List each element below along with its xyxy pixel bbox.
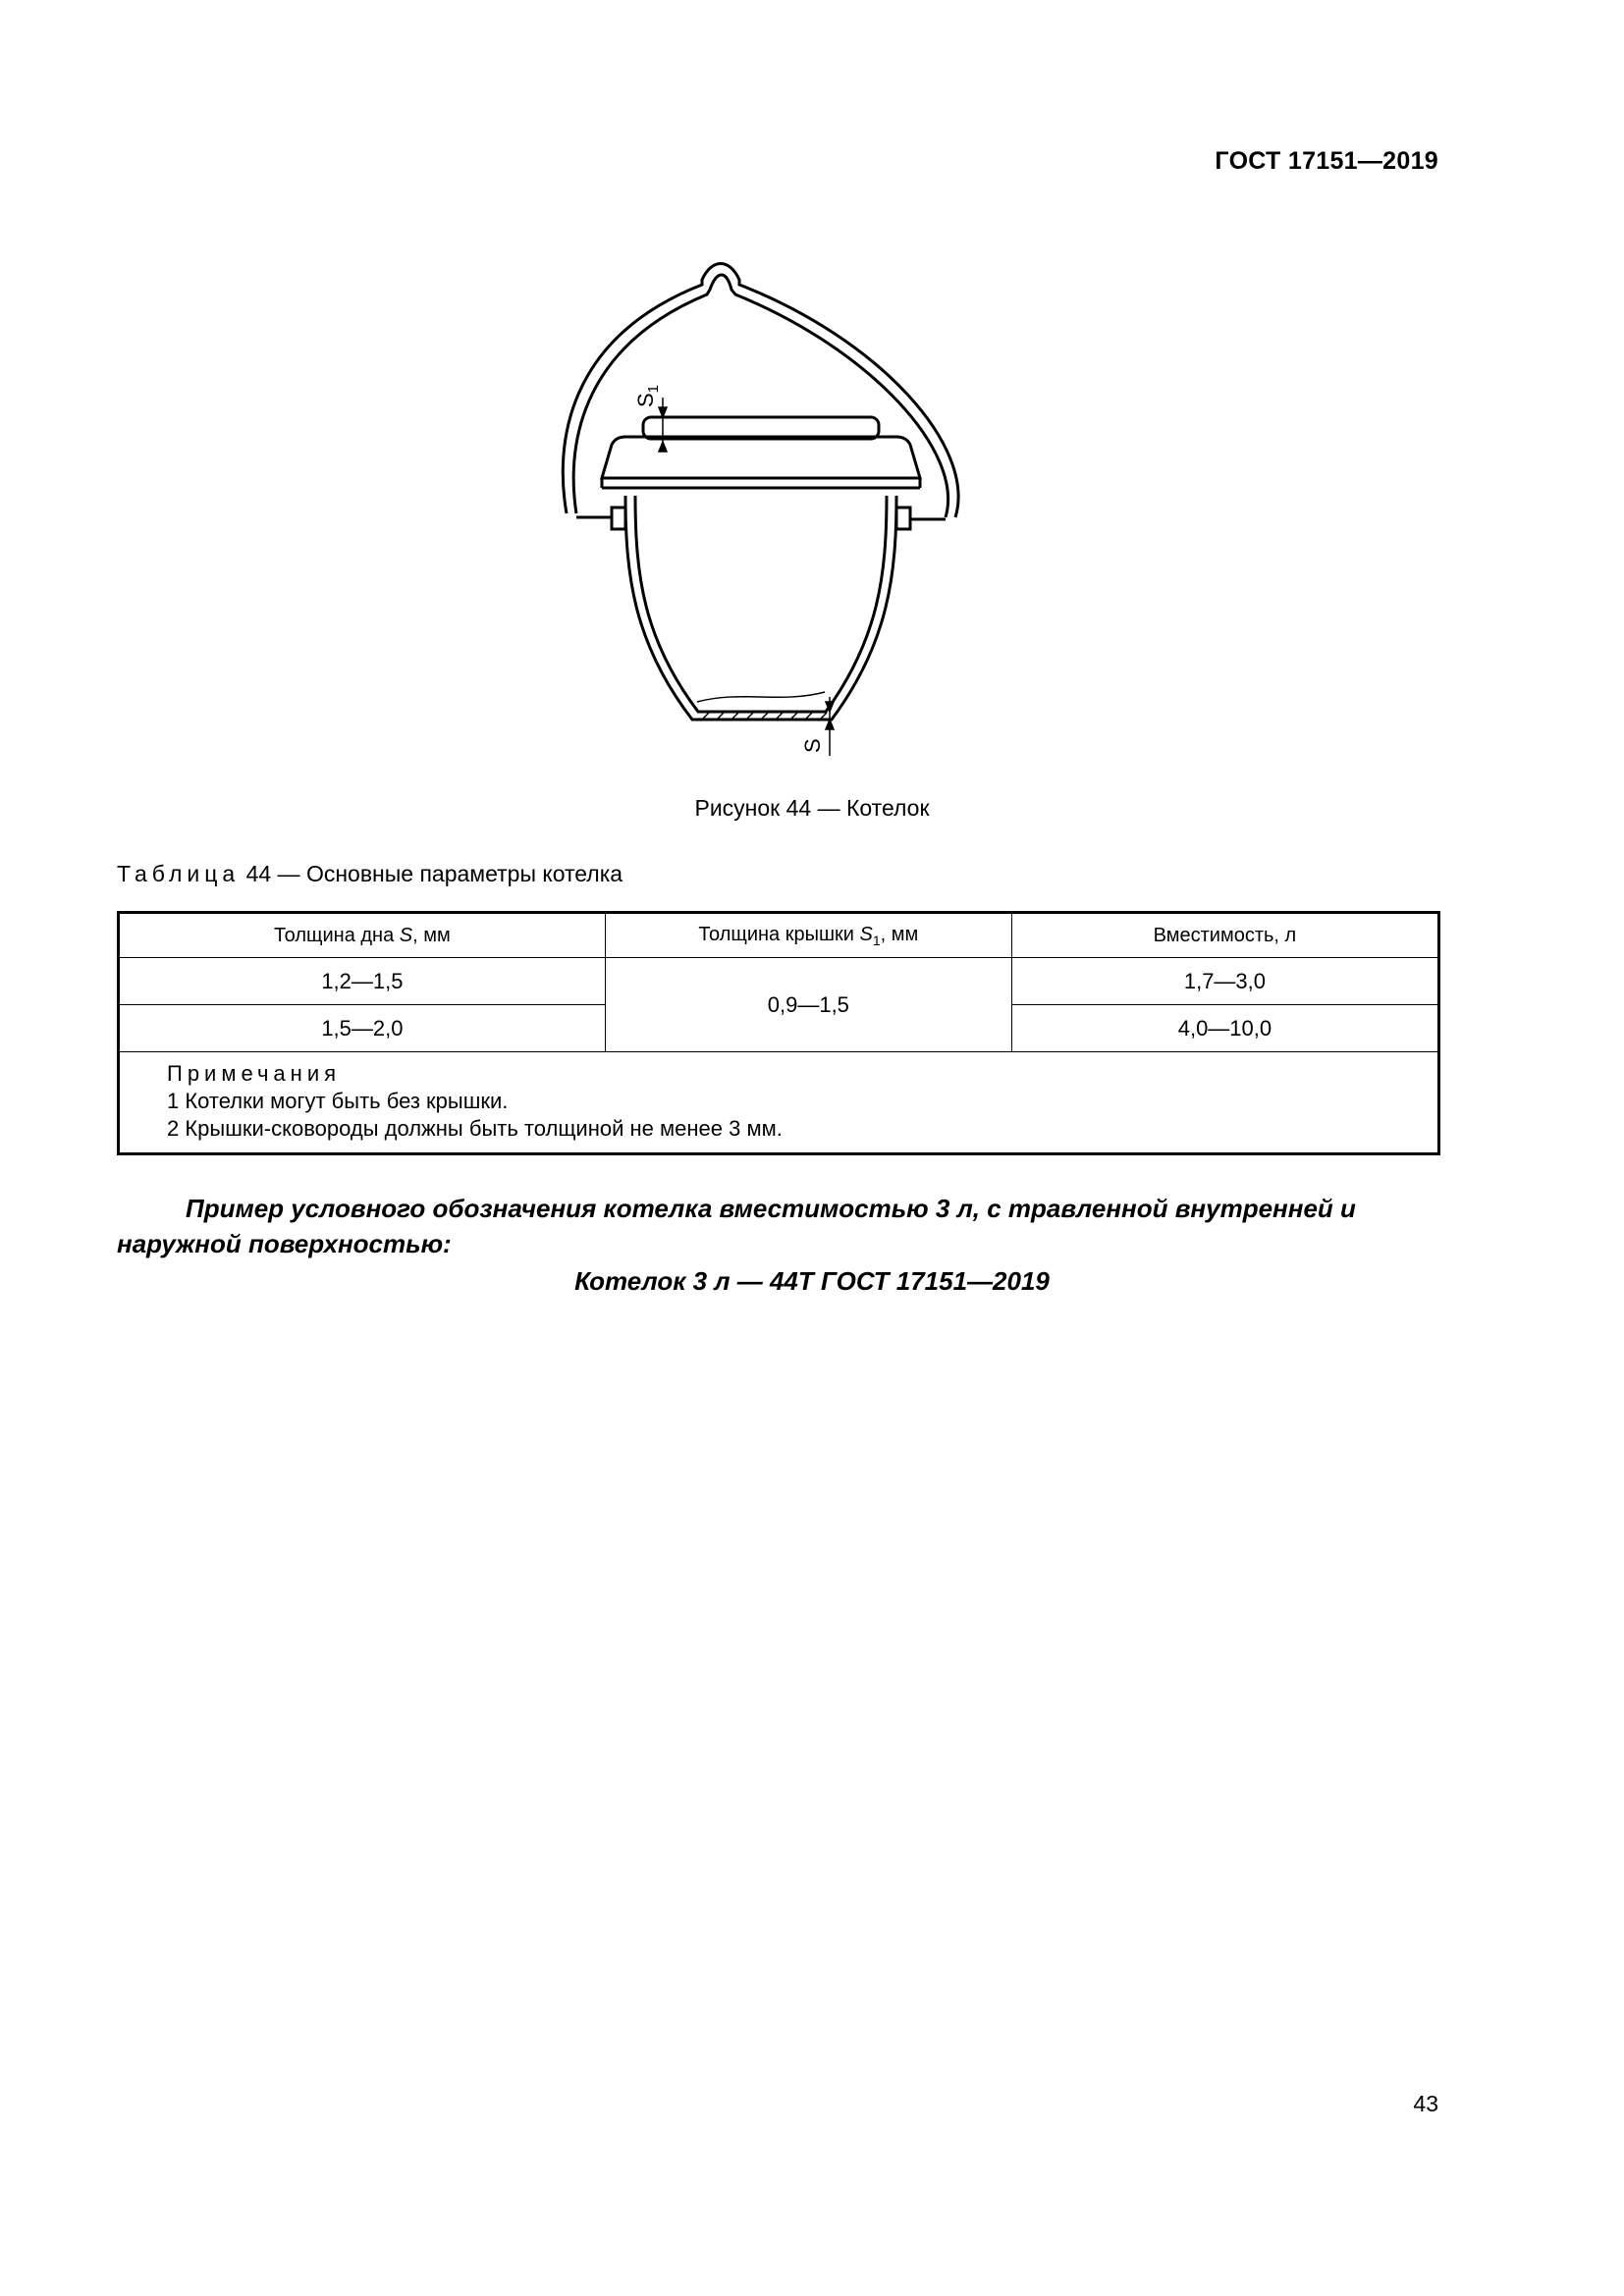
header-lid-thickness: Толщина крышки $S_1$, мм: [605, 913, 1011, 958]
figure-caption: Рисунок 44 — Котелок: [694, 795, 930, 821]
table-notes-row: [119, 1052, 1439, 1154]
parameters-table: [117, 911, 1440, 1155]
cell-capacity: 4,0—10,0: [1011, 1005, 1438, 1052]
dimension-label-s: S: [800, 738, 825, 753]
pot-body: [625, 496, 896, 720]
table-title: [117, 861, 623, 887]
header-capacity: Вместимость, л: [1011, 913, 1438, 958]
pot-figure: [555, 250, 967, 771]
note-item: 1 Котелки могут быть без крышки.: [167, 1089, 509, 1113]
pot-drawing: [555, 250, 967, 771]
notes-title: Примечания: [167, 1061, 342, 1086]
table-row: [119, 958, 1439, 1005]
lid: [602, 437, 920, 478]
document-header: ГОСТ 17151—2019: [1215, 147, 1438, 175]
designation-example: Котелок 3 л — 44Т ГОСТ 17151—2019: [574, 1266, 1050, 1296]
cell-bottom-thickness: 1,2—1,5: [119, 958, 606, 1005]
cell-capacity: 1,7—3,0: [1011, 958, 1438, 1005]
header-bottom-thickness: Толщина дна S, мм: [119, 913, 606, 958]
designation-example-text: Пример условного обозначения котелка вместимостью 3 л, с травленной внутренней и наружной поверхностью:: [117, 1194, 1356, 1258]
bail-handle-inner: [573, 275, 947, 517]
table-title-prefix: Таблица: [117, 861, 241, 886]
dimension-label-s1: $S_1$: [633, 384, 662, 407]
table-header-row: [119, 913, 1439, 958]
note-item: 2 Крышки-сковороды должны быть толщиной не менее 3 мм.: [167, 1116, 783, 1141]
page-number: 43: [1413, 2091, 1438, 2116]
table-title-text: 44 — Основные параметры котелка: [245, 861, 623, 886]
cell-bottom-thickness: 1,5—2,0: [119, 1005, 606, 1052]
cell-lid-thickness: 0,9—1,5: [605, 958, 1011, 1052]
table-notes: [119, 1052, 1439, 1154]
